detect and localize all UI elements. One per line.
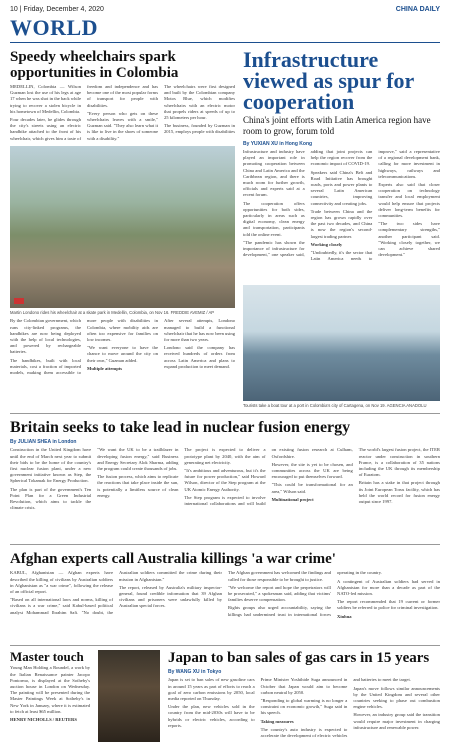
infrastructure-byline: By YUXIAN XU in Hong Kong [243,141,313,147]
afghan-headline: Afghan experts call Australia killings 'a war crime' [10,551,336,568]
master-touch-story [10,650,90,747]
master-touch-body: Young Man Holding a Roundel, a work by the Italian Renaissance painter Jacopo Pontormo, is displayed at the Sotheby's auction house in London on Wednesday. The painting will be presented during the Master Paintings Week at Sotheby's in New York in January, where it is estimated to fetch at least $65 million. HENRY NICHOLLS / REUTERS [10,665,90,723]
infrastructure-deck: China's joint efforts with Latin America region have room to grow, forum told [243,115,431,136]
section-title: WORLD [10,15,440,43]
fusion-headline: Britain seeks to take lead in nuclear fusion energy [10,419,351,437]
colombia-body-continued: By the Colombian government, which runs city-linked programs, the handbikes are now being deployed with the help of local technologies, and powered by rechargeable batteries. The handbikes, built with local materials, cost a fraction of imported models, making them accessible to more people with disabilities in Colombia, where mobility aids are often too expensive for families on low incomes. "We want everyone to have the chance to move around the city on their own," Guzman added. Multiple attempts After several attempts, Londono managed to build a functional wheelchair that he has now been using for more than two years. Londono said the company has received hundreds of orders from across Latin America and plans to expand production to meet demand. [10,318,235,376]
fusion-byline: By JULIAN SHEA in London [10,439,77,446]
divider-2 [10,544,440,545]
japan-subhead: Taking measures [260,718,294,724]
bottom-row [10,650,440,747]
colombia-headline: Speedy wheelchairs spark opportunities in Colombia [10,49,179,81]
colombia-photo-caption: Martin Londono rides his wheelchair at a skate park in Medellin, Colombia, on Nov 16. FREDDIE AVEMIZ / AP [10,310,215,315]
japan-body: Japan is set to ban sales of new gasoline cars in around 15 years as part of efforts to reach a goal of zero carbon emissions by 2050, local media reported on Thursday. Under the plan, new vehicles sold in the country from the mid-2030s will have to be hybrids or electric vehicles, according to reports. Prime Minister Yoshihide Suga announced in October that Japan would aim to become carbon neutral by 2050. "Responding to global warming is no longer a constraint on economic growth," Suga said in his speech. Taking measures The country's auto industry is expected to accelerate the development of electric vehicles and batteries to meet the target. Japan's move follows similar announcements by the United Kingdom and several other countries seeking to phase out combustion engine vehicles. However, an industry group said the transition would require major investment in charging infrastructure and renewable power. [168,677,440,739]
publication-name: CHINA DAILY [395,6,440,13]
infrastructure-story [243,49,440,408]
infrastructure-body: Infrastructure and industry have played an important role in promoting cooperation between China and Latin America and the Caribbean region, and there is much room for further growth, officials and experts said at a recent forum. The cooperation offers opportunities for both sides, particularly in areas such as digital economy, clean energy and transportation, participants told the online event. "The pandemic has shown the importance of infrastructure for development," one speaker said, adding that joint projects can help the region recover from the economic impact of COVID-19. Speakers said China's Belt and Road Initiative has brought roads, ports and power plants to several Latin American countries, improving connectivity and creating jobs. Trade between China and the region has grown rapidly over the past two decades, and China is now the region's second-largest trading partner. Working closely "Undoubtedly, it's the sector that Latin America needs to improve," said a representative of a regional development bank, calling for more investment in highways, railways and telecommunications. Experts also said that closer cooperation on technology transfer and local employment would help ensure that projects deliver long-term benefits for communities. "The two sides have complementary strengths," another participant said. "Working closely together, we can achieve shared development." [243,149,440,262]
painting-photo [98,650,160,742]
japan-byline: By WANG XU in Tokyo [168,669,222,676]
infrastructure-headline: Infrastructure viewed as spur for cooperation [243,47,414,114]
japan-story [168,650,440,747]
divider-3 [10,645,440,646]
page-date: 10 | Friday, December 4, 2020 [10,6,104,13]
infrastructure-subhead: Working closely [310,241,343,247]
masthead [10,0,440,13]
fusion-story [10,418,440,539]
master-touch-headline: Master touch [10,649,84,665]
fusion-body: Construction in the United Kingdom have until the end of March next year to submit their bids to be the home of the country's first nuclear fusion plant, under a new government initiative known as Step, the Spherical Tokamak for Energy Production. The plan is part of the government's Ten Point Plan for a Green Industrial Revolution, which aims to tackle the climate crisis. "We want the UK to be a trailblazer in developing fusion energy," said Business and Energy Secretary Alok Sharma, adding the program could create thousands of jobs. The fusion process, which aims to replicate the reactions that take place inside the sun, is potentially a limitless source of clean energy. The project is expected to deliver a prototype plant by 2040, with the aim of generating net electricity. "It's ambitious and adventurous, but it's the future for power production," said Howard Wilson, director of the Step program at the UK Atomic Energy Authority. The Step program is expected to involve international collaborations and will build on existing fusion research at Culham, Oxfordshire. However, the site is yet to be chosen, and communities across the UK are being encouraged to put themselves forward. "This could be transformational for an area," Wilson said. Multinational project The world's largest fusion project, the ITER reactor under construction in southern France, is a collaboration of 35 nations including the UK through its membership of Euratom. Britain has a stake in that project through its Joint European Torus facility, which has held the world record for fusion energy output since 1997. [10,447,440,511]
divider-1 [10,413,440,414]
afghan-story [10,549,440,640]
fusion-subhead: Multinational project [271,496,314,502]
japan-headline: Japan to ban sales of gas cars in 15 years [168,650,430,667]
top-columns [10,49,440,408]
colombia-body: MEDELLIN, Colombia — Wilson Guzman lost the use of his legs at age 17 when he was shot in the back while trying to recover a stolen bicycle in his hometown of Medellin, Colombia. Four decades later, he glides through the city's streets using an electric handbike attached to the front of his wheelchair, which gives him a taste of freedom and independence and has become one of the most popular forms of transport for people with disabilities. "Every person who gets on these wheelchairs leaves with a smile," Guzman said. "They also learn what it is like to live in the shoes of someone with a disability." The wheelchairs were first designed and built by the Colombian company Motos Blue, which modifies wheelchairs with an electric motor that propels riders at speeds of up to 25 kilometers per hour. The business, founded by Guzman in 2015, employs people with disabilities [10,84,235,141]
afghan-body: KABUL, Afghanistan — Afghan experts have described the killing of civilians by Australian soldiers in Afghanistan as "a war crime", following the release of an official report. "Based on all international laws and norms, killing of civilians is a war crime," said Kabul-based political analyst Mohammad Ibrahim Safi. "No doubt, the Australian soldiers committed the crime during their mission in Afghanistan." The report, released by Australia's military inspector-general, found credible information that 39 Afghan civilians and prisoners were unlawfully killed by Australian special forces. The Afghan government has welcomed the findings and called for those responsible to be brought to justice. "We welcome the report and hope the perpetrators will be prosecuted," a spokesman said, adding that victims' families deserve compensation. Rights groups also urged accountability, saying the killings had undermined trust in international forces operating in the country. A contingent of Australian soldiers had served in Afghanistan for more than a decade as part of the NATO-led mission. The report recommended that 19 current or former soldiers be referred to police for criminal investigation. Xinhua [10,570,440,619]
port-photo [243,285,440,401]
colombia-story [10,49,235,408]
photo-marker [14,298,24,304]
port-photo-caption: Tourists take a boat tour at a port in Colombia's city of Cartagena, on Nov 19. AGENCIA ANADOLU [243,403,427,408]
colombia-subhead: Multiple attempts [87,365,123,371]
master-touch-credit: HENRY NICHOLLS / REUTERS [10,717,77,723]
wheelchair-photo [10,146,235,308]
